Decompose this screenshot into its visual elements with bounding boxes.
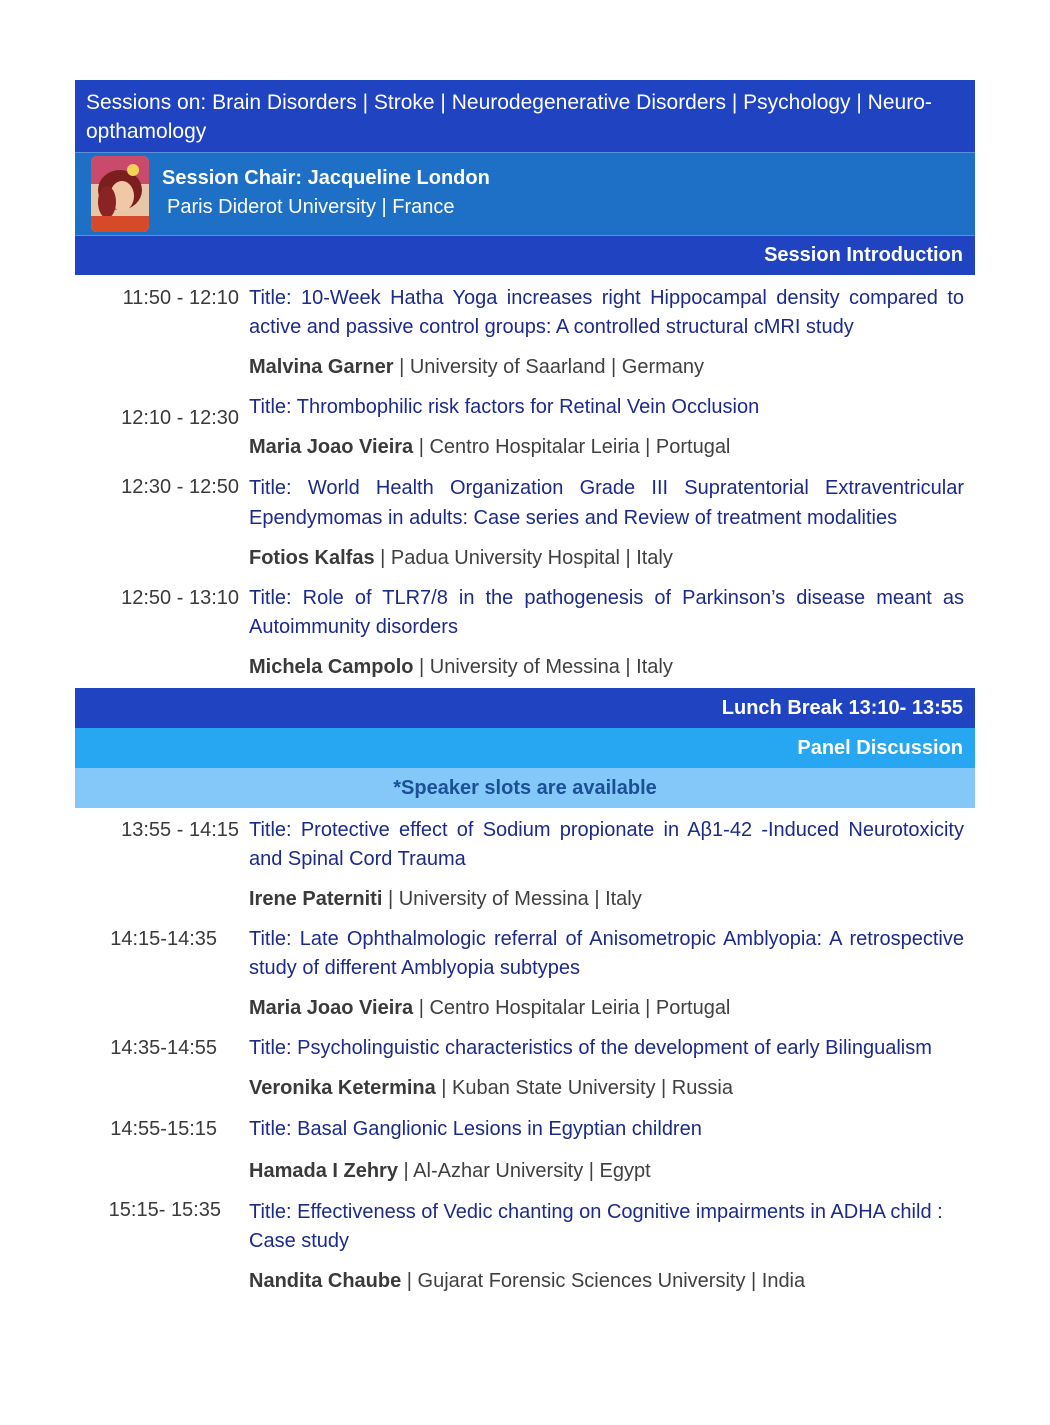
talk-time: 14:15-14:35 xyxy=(110,928,217,950)
lunch-break-bar: Lunch Break 13:10- 13:55 xyxy=(75,688,975,728)
panel-discussion-bar: Panel Discussion xyxy=(75,728,975,768)
speaker-name: Veronika Ketermina xyxy=(249,1077,436,1099)
talk-item xyxy=(75,808,975,914)
speaker-name: Hamada I Zehry xyxy=(249,1160,398,1182)
speaker-affiliation: | University of Saarland | Germany xyxy=(393,356,705,378)
schedule-block-2 xyxy=(75,808,975,1296)
talk-speaker xyxy=(249,1074,964,1103)
speaker-name: Maria Joao Vieira xyxy=(249,997,414,1019)
talk-speaker xyxy=(249,885,964,914)
talk-title: Title: Protective effect of Sodium propionate in Aβ1-42 -Induced Neurotoxicity and Spinal Cord Trauma xyxy=(249,819,964,870)
talk-item xyxy=(75,1103,975,1186)
speaker-name: Irene Paterniti xyxy=(249,888,383,910)
speaker-name: Nandita Chaube xyxy=(249,1270,402,1292)
talk-title: Title: World Health Organization Grade III Supratentorial Extraventricular Ependymomas in adults: Case series and Review of treatment modalities xyxy=(249,477,964,529)
talk-time: 14:35-14:55 xyxy=(110,1037,217,1059)
talk-time: 12:10 - 12:30 xyxy=(121,407,239,429)
talk-title: Title: Role of TLR7/8 in the pathogenesis of Parkinson’s disease meant as Autoimmunity disorders xyxy=(249,587,964,638)
speaker-affiliation: | University of Messina | Italy xyxy=(413,656,673,678)
talk-speaker xyxy=(249,1157,964,1186)
talk-speaker xyxy=(249,353,964,382)
talk-speaker xyxy=(249,544,964,573)
speaker-affiliation: | Centro Hospitalar Leiria | Portugal xyxy=(413,997,731,1019)
talk-item xyxy=(75,275,975,382)
talk-title: Title: Psycholinguistic characteristics of the development of early Bilingualism xyxy=(249,1037,932,1059)
talk-speaker xyxy=(249,994,964,1023)
chair-name: Session Chair: Jacqueline London xyxy=(162,167,490,189)
talk-speaker xyxy=(249,433,964,462)
talk-time: 12:50 - 13:10 xyxy=(121,587,239,609)
talk-item xyxy=(75,462,975,573)
speaker-name: Michela Campolo xyxy=(249,656,414,678)
talk-time: 13:55 - 14:15 xyxy=(121,819,239,841)
talk-item xyxy=(75,1186,975,1296)
speaker-affiliation: | University of Messina | Italy xyxy=(382,888,642,910)
talk-speaker xyxy=(249,1267,964,1296)
chair-photo-avatar xyxy=(91,156,149,232)
speaker-name: Malvina Garner xyxy=(249,356,394,378)
talk-item xyxy=(75,382,975,462)
speaker-name: Fotios Kalfas xyxy=(249,547,375,569)
talk-item xyxy=(75,1023,975,1103)
talk-time: 14:55-15:15 xyxy=(110,1118,217,1140)
talk-time: 15:15- 15:35 xyxy=(108,1199,221,1221)
schedule-block-1 xyxy=(75,275,975,688)
speaker-affiliation: | Padua University Hospital | Italy xyxy=(374,547,673,569)
sessions-banner: Sessions on: Brain Disorders | Stroke | Neurodegenerative Disorders | Psychology | Neuro-opthamology xyxy=(75,80,975,152)
speaker-affiliation: | Kuban State University | Russia xyxy=(435,1077,733,1099)
chair-affiliation: Paris Diderot University | France xyxy=(167,196,455,218)
talk-item xyxy=(75,573,975,688)
schedule xyxy=(75,80,975,1296)
talk-speaker xyxy=(249,653,964,682)
talk-time: 11:50 - 12:10 xyxy=(122,287,239,309)
session-chair-panel xyxy=(75,152,975,235)
talk-title: Title: Basal Ganglionic Lesions in Egyptian children xyxy=(249,1118,702,1140)
session-introduction-bar: Session Introduction xyxy=(75,235,975,275)
talk-title: Title: Effectiveness of Vedic chanting on Cognitive impairments in ADHA child : Case study xyxy=(249,1201,943,1252)
talk-title: Title: 10-Week Hatha Yoga increases right Hippocampal density compared to active and passive control groups: A controlled structural cMRI study xyxy=(249,287,964,338)
speaker-affiliation: | Centro Hospitalar Leiria | Portugal xyxy=(413,436,731,458)
speaker-name: Maria Joao Vieira xyxy=(249,436,414,458)
talk-title: Title: Thrombophilic risk factors for Retinal Vein Occlusion xyxy=(249,396,760,418)
talk-title: Title: Late Ophthalmologic referral of Anisometropic Amblyopia: A retrospective study of different Amblyopia subtypes xyxy=(249,928,964,979)
talk-time: 12:30 - 12:50 xyxy=(121,476,239,498)
speaker-slots-bar: *Speaker slots are available xyxy=(75,768,975,808)
talk-item xyxy=(75,914,975,1023)
speaker-affiliation: | Gujarat Forensic Sciences University | India xyxy=(401,1270,806,1292)
speaker-affiliation: | Al-Azhar University | Egypt xyxy=(397,1160,651,1182)
